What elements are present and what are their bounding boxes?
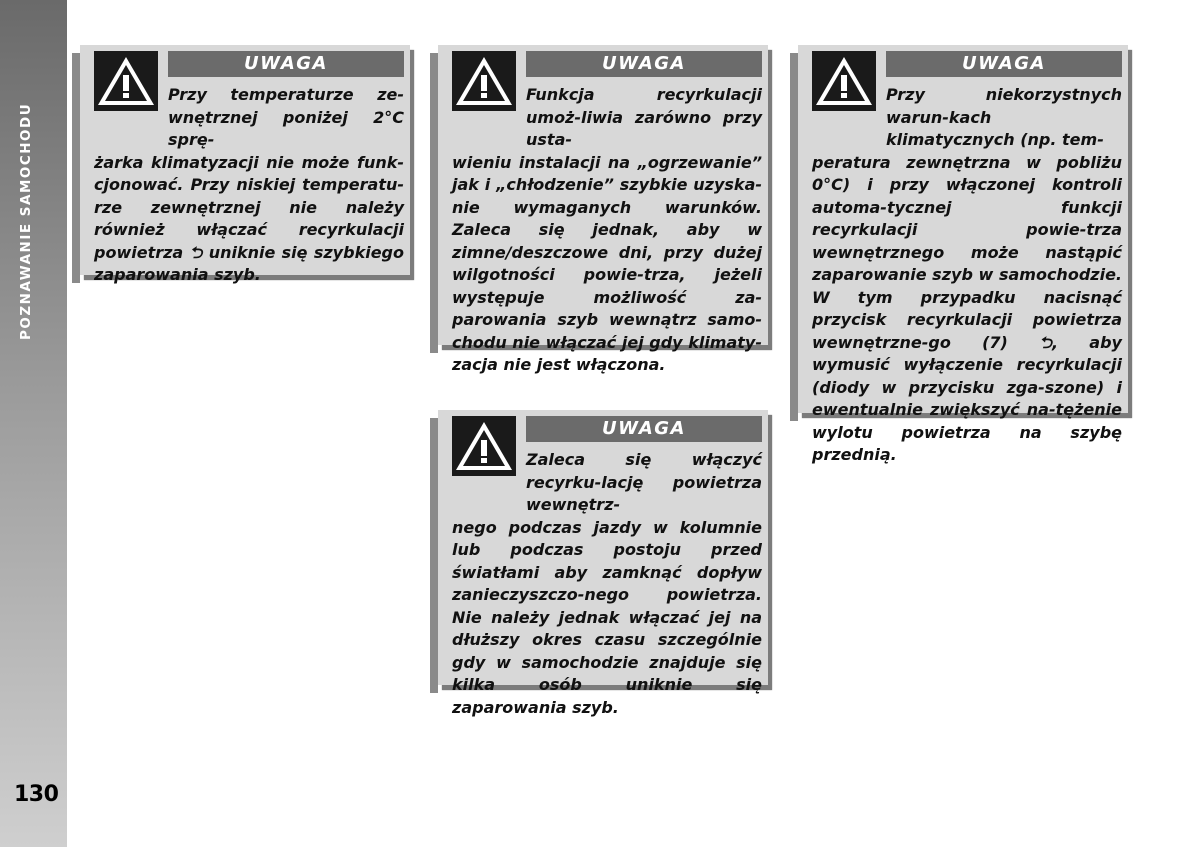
warning-lead: Zaleca się włączyć recyrku-lację powietrza wewnętrz- bbox=[526, 450, 762, 514]
warning-lead: Przy temperaturze ze-wnętrznej poniżej 2°C sprę- bbox=[168, 85, 404, 149]
warning-triangle-icon bbox=[452, 51, 516, 111]
warning-header: UWAGA bbox=[526, 51, 762, 77]
warning-triangle-icon bbox=[94, 51, 158, 111]
warning-header: UWAGA bbox=[526, 416, 762, 442]
warning-lead: Przy niekorzystnych warun-kach klimatycznych (np. tem- bbox=[886, 85, 1122, 149]
warning-lead: Funkcja recyrkulacji umoż-liwia zarówno przy usta- bbox=[526, 85, 762, 149]
warning-body: wieniu instalacji na „ogrzewanie” jak i „chłodzenie” szybkie uzyska-nie wymaganych warunków. Zaleca się jednak, aby w zimne/deszczowe dni, przy dużej wilgotności powie-trza, jeżeli występuje możliwość za-parowania szyb wewnątrz samo-chodu nie włączać jej gdy klimaty-zacja nie jest włączona. bbox=[452, 152, 762, 374]
sidebar bbox=[0, 0, 67, 847]
warning-box-4 bbox=[438, 410, 768, 717]
warning-body: nego podczas jazdy w kolumnie lub podczas postoju przed światłami aby zamknąć dopływ zanieczyszczo-nego powietrza. Nie należy jednak włączać jej na dłuższy okres czasu szczególnie gdy w samochodzie znajduje się kilka osób uniknie się zaparowania szyb. bbox=[452, 517, 762, 717]
warning-header: UWAGA bbox=[168, 51, 404, 77]
warning-body: peratura zewnętrzna w pobliżu 0°C) i przy włączonej kontroli automa-tycznej funkcji recyrkulacji powie-trza wewnętrznego może nastąpić zaparowanie szyb w samochodzie. W tym przypadku nacisnąć przycisk recyrkulacji powietrza wewnętrzne-go (7) ⮌, aby wymusić wyłączenie recyrkulacji (diody w przycisku zga-szone) i ewentualnie zwiększyć na-tężenie wylotu powietrza na szybę przednią. bbox=[812, 152, 1122, 464]
warning-triangle-icon bbox=[812, 51, 876, 111]
page-number: 130 bbox=[14, 782, 59, 807]
section-title: POZNAWANIE SAMOCHODU bbox=[18, 102, 34, 340]
warning-header: UWAGA bbox=[886, 51, 1122, 77]
warning-triangle-icon bbox=[452, 416, 516, 476]
warning-text bbox=[452, 84, 762, 377]
warning-box-3 bbox=[798, 45, 1128, 464]
warning-text bbox=[94, 84, 404, 287]
warning-text bbox=[452, 449, 762, 719]
warning-box-2 bbox=[438, 45, 768, 374]
warning-box-1 bbox=[80, 45, 410, 284]
warning-body: żarka klimatyzacji nie może funk-cjonować. Przy niskiej temperatu-rze zewnętrznej nie należy również włączać recyrkulacji powietrza ⮌ uniknie się szybkiego zaparowania szyb. bbox=[94, 152, 404, 284]
warning-text bbox=[812, 84, 1122, 467]
